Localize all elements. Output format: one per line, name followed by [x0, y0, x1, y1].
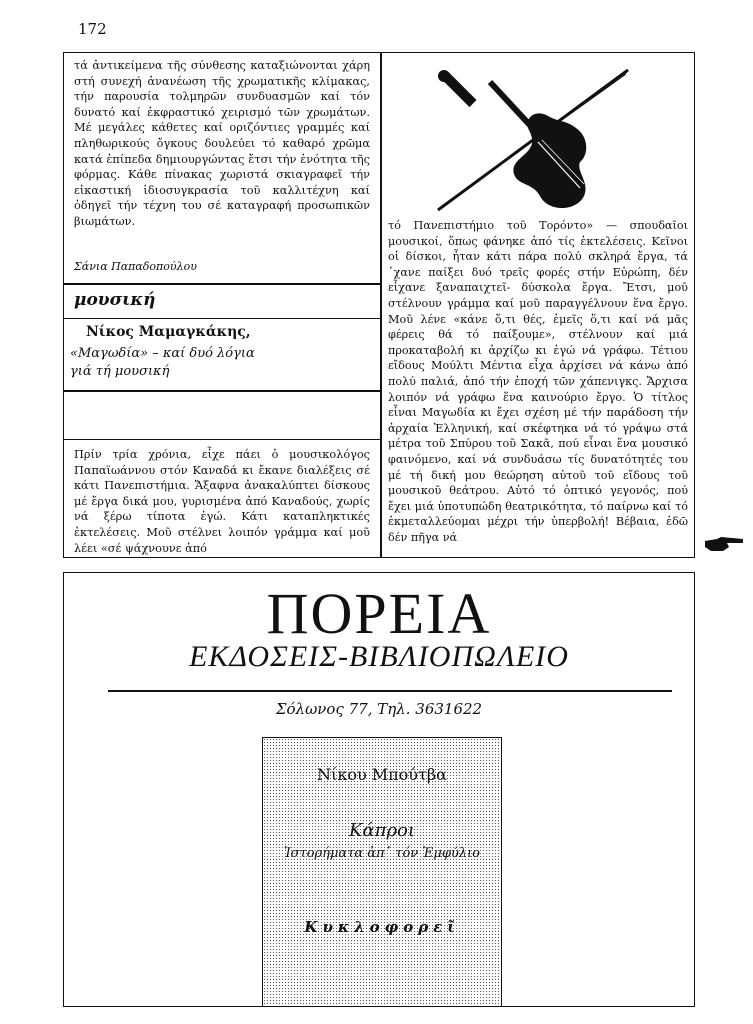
book-status: Κυκλοφορεῖ [304, 918, 460, 936]
publisher-address: Σόλωνος 77, Τηλ. 3631622 [275, 700, 483, 718]
pointing-hand-icon [703, 535, 745, 553]
art-review-author: Σάνια Παπαδοπούλου [74, 260, 197, 273]
music-article-name: Νίκος Μαμαγκάκης, [86, 324, 251, 340]
section-rule [63, 283, 381, 285]
publisher-name: ΠΟΡΕΙΑ [266, 581, 492, 646]
header-box-divider [63, 390, 381, 392]
music-article-text-left: Πρίν τρία χρόνια, εἶχε πάει ὁ μουσικολόγος Παπαϊωάννου στόν Καναδά κι ἔκανε διαλέξεις σέ κάτι Πανεπιστήμια. Ἄξαφνα ἀνακαλύπτει δίσκους μέ ἔργα δικά μου, γυρισμένα ἀπό Καναδούς, χωρίς νά ξέρω τίποτα ἐγώ. Κάτι καταπληκτικές ἐκτελέσεις. Μοῦ στέλνει λοιπόν γράμμα καί μοῦ λέει «σέ ψάχνουνε ἀπό [74, 448, 370, 555]
ad-rule [108, 690, 672, 692]
music-article-text-right: τό Πανεπιστήμιο τοῦ Τορόντο» — σπουδαῖοι μουσικοί, ὅπως φάνηκε ἀπό τίς ἐκτελέσεις. Κεῖνοι οἱ δίσκοι, ἦταν κάτι πάρα πολύ σκληρά ἔργα, τά ᾽χανε παίξει δυό τρεῖς φορές στήν Εὐρώπη, δέν εἶχανε ξαναπαιχτεῖ- δύσκολα ἔργα. Ἔτσι, μοῦ στέλνουν γράμμα καί μοῦ παραγγέλνουν ἕνα ἔργο. Μοῦ λένε «κάνε ὅ,τι θές, ἐμεῖς ὅ,τι καί νά μᾶς φέρεις θά τό παίξουμε», στέλνουν καί μιά προκαταβολή κι ἀρχίζω κι ἐγώ νά γράφω. Τέτιου εἴδους Μούλτι Μέντια εἶχα ἀρχίσει νά κάνω ἀπό πολύ παλιά, ἀπό τήν ἐποχή τῶν χάπενιγκς. Ἄρχισα λοιπόν νά γράφω ἕνα καινούριο ἔργο. Ὁ τίτλος εἶναι Μαγωδία κι ἔχει σχέση μέ τήν παράδοση τήν ἀρχαία Ἑλληνική, καί σκέφτηκα νά τό γράψω στά μέτρα τοῦ Σπύρου τοῦ Σακᾶ, πού εἶναι ἕνα μουσικό φαινόμενο, καί νά συνδυάσω τίς δυνατότητές του μέ τή δική μου θεώρηση αὐτοῦ τοῦ εἴδους τοῦ μουσικοῦ θεάτρου. Αὐτό τό ὀπτικό γεγονός, πού ἔχει μιά ὑποτυπώδη θεατρικότητα, τό παίρνω καί τό ἐκμεταλλεύομαι μέχρι τήν ὑπερβολή! Βέβαια, ἐδῶ δέν πῆγα νά [388, 219, 688, 544]
publisher-subtitle: ΕΚΔΟΣΕΙΣ-ΒΙΒΛΙΟΠΩΛΕΙΟ [189, 640, 569, 673]
section-label-music: μουσική [74, 290, 156, 310]
music-article-subtitle: «Μαγωδία» – καί δυό λόγια [70, 346, 255, 361]
art-review-text: τά ἀντικείμενα τῆς σύνθεσης καταξιώνονται χάρη στή συνεχή ἀνανέωση τῆς χρωματικῆς κλίμακας, τήν παρουσία τολμηρῶν συνδυασμῶν καί τόν δυνατό καί ἐκφραστικό χειρισμό τῶν χρωμάτων. Μέ μεγάλες κάθετες καί οριζόντιες γραμμές καί πληθωρικούς ὄγκους δουλεύει τό καθαρό χρῶμα κατά ἐπίπεδα δημιουργώντας ἔτσι τήν ἑνότητα τῆς φόρμας. Κάθε πίνακας χωριστά σκιαγραφεῖ τήν εἰκαστική ἰδιοσυγκρασία τοῦ καλλιτέχνη καί ὁδηγεῖ τήν τέχνη του σέ καταγραφή προσωπικῶν βιωμάτων. [74, 59, 370, 228]
book-title: Κάπροι [349, 820, 415, 841]
page-number: 172 [78, 20, 107, 38]
book-subtitle: Ἱστορήματα ἀπ᾽ τόν Ἐμφύλιο [283, 846, 481, 861]
violin-illustration [430, 62, 640, 212]
column-divider [380, 52, 382, 558]
book-author: Νίκου Μπούτβα [317, 765, 447, 784]
music-article-subtitle-2: γιά τή μουσική [70, 364, 170, 379]
